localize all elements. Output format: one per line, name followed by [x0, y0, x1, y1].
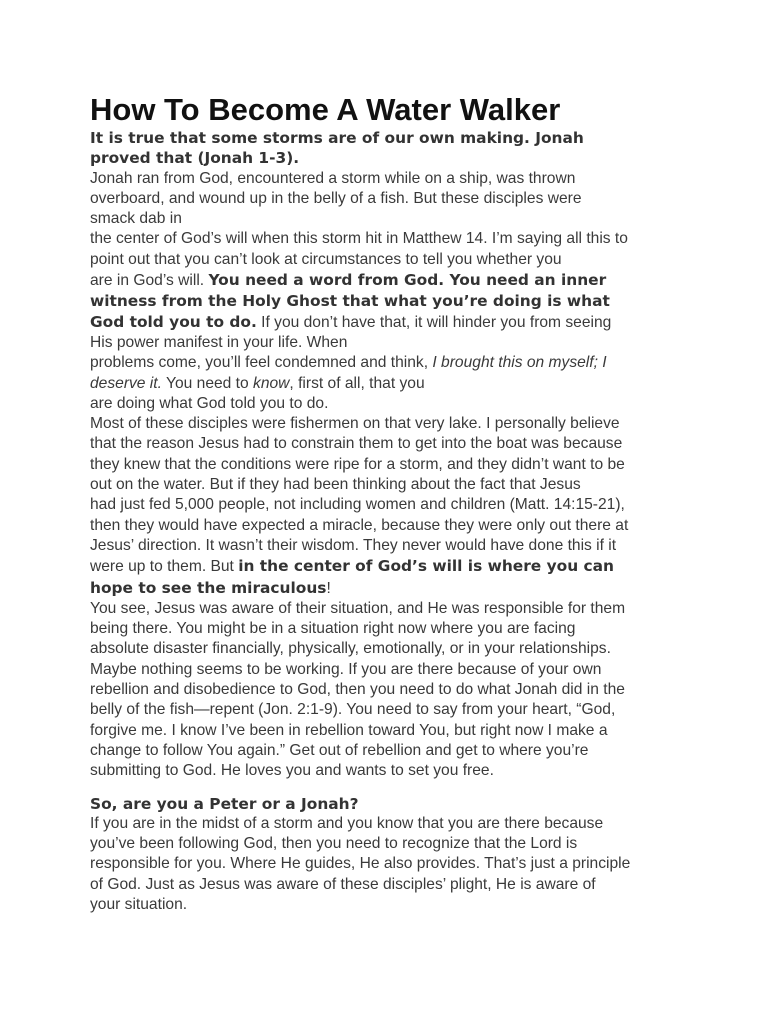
text-line: belly of the fish—repent (Jon. 2:1-9). You need to say from your heart, “God,	[90, 701, 616, 719]
text-line	[90, 374, 690, 394]
paragraph-4	[90, 814, 690, 915]
text-line: had just fed 5,000 people, not including women and children (Matt. 14:15-21),	[90, 496, 625, 514]
text-line: the center of God’s will when this storm hit in Matthew 14. I’m saying all this to	[90, 230, 628, 248]
text-line: If you are in the midst of a storm and you know that you are there because	[90, 814, 604, 832]
text-run: are in God’s will.	[90, 272, 209, 290]
text-line: smack dab in	[90, 210, 182, 228]
text-run: !	[326, 579, 331, 597]
text-line	[90, 270, 690, 291]
text-line: out on the water. But if they had been thinking about the fact that Jesus	[90, 476, 581, 494]
bold-emphasis: witness from the Holy Ghost that what you’re doing is what	[90, 292, 610, 311]
text-run: You need to	[161, 374, 254, 392]
text-run: were up to them. But	[90, 558, 239, 576]
paragraph-2	[90, 414, 690, 599]
text-run: If you don’t have that, it will hinder you from seeing	[256, 313, 612, 331]
italic-emphasis: know	[253, 374, 290, 392]
text-line: His power manifest in your life. When	[90, 333, 348, 351]
bold-emphasis: God told you to do.	[90, 312, 257, 331]
text-line: forgive me. I know I’ve been in rebellion toward You, but right now I make a	[90, 721, 608, 739]
text-line: your situation.	[90, 895, 188, 913]
text-run: , first of all, that you	[289, 374, 425, 392]
paragraph-spacer	[90, 782, 690, 794]
document-page	[90, 92, 690, 915]
text-line: Jonah ran from God, encountered a storm while on a ship, was thrown	[90, 169, 576, 187]
text-line: You see, Jesus was aware of their situation, and He was responsible for them	[90, 599, 626, 617]
paragraph-1	[90, 169, 690, 415]
document-title: How To Become A Water Walker	[90, 92, 561, 127]
text-line: that the reason Jesus had to constrain them to get into the boat was because	[90, 435, 623, 453]
text-line: they knew that the conditions were ripe for a storm, and they didn’t want to be	[90, 455, 625, 473]
bold-emphasis: You need a word from God. You need an inner	[208, 271, 607, 290]
text-line	[90, 578, 690, 599]
section-heading: So, are you a Peter or a Jonah?	[90, 794, 359, 813]
lead-paragraph	[90, 128, 690, 169]
text-line	[90, 312, 690, 333]
text-line: responsible for you. Where He guides, He also provides. That’s just a principle	[90, 855, 631, 873]
italic-emphasis: deserve it.	[90, 374, 162, 392]
paragraph-3	[90, 599, 690, 782]
text-line: submitting to God. He loves you and wants to set you free.	[90, 762, 494, 780]
bold-emphasis: hope to see the miraculous	[90, 578, 327, 597]
text-line	[90, 556, 690, 577]
text-line: point out that you can’t look at circumstances to tell you whether you	[90, 250, 562, 268]
text-line: absolute disaster financially, physically, emotionally, or in your relationships.	[90, 640, 611, 658]
italic-emphasis: I brought this on myself; I	[432, 354, 607, 372]
text-line: Jesus’ direction. It wasn’t their wisdom. They never would have done this if it	[90, 536, 617, 554]
text-line	[90, 353, 690, 373]
lead-line: It is true that some storms are of our own making. Jonah	[90, 129, 584, 147]
text-line: are doing what God told you to do.	[90, 394, 329, 412]
text-run: problems come, you’ll feel condemned and think,	[90, 354, 433, 372]
lead-line: proved that (Jonah 1-3).	[90, 149, 300, 168]
text-line: overboard, and wound up in the belly of a fish. But these disciples were	[90, 189, 582, 207]
text-line: of God. Just as Jesus was aware of these disciples’ plight, He is aware of	[90, 875, 596, 893]
text-line: Maybe nothing seems to be working. If you are there because of your own	[90, 660, 602, 678]
bold-emphasis: in the center of God’s will is where you can	[238, 557, 614, 576]
text-line: change to follow You again.” Get out of rebellion and get to where you’re	[90, 741, 589, 759]
text-line: rebellion and disobedience to God, then you need to do what Jonah did in the	[90, 681, 625, 699]
text-line: Most of these disciples were fishermen on that very lake. I personally believe	[90, 415, 620, 433]
text-line: then they would have expected a miracle, because they were only out there at	[90, 516, 629, 534]
text-line: you’ve been following God, then you need to recognize that the Lord is	[90, 835, 578, 853]
text-line: being there. You might be in a situation right now where you are facing	[90, 620, 576, 638]
